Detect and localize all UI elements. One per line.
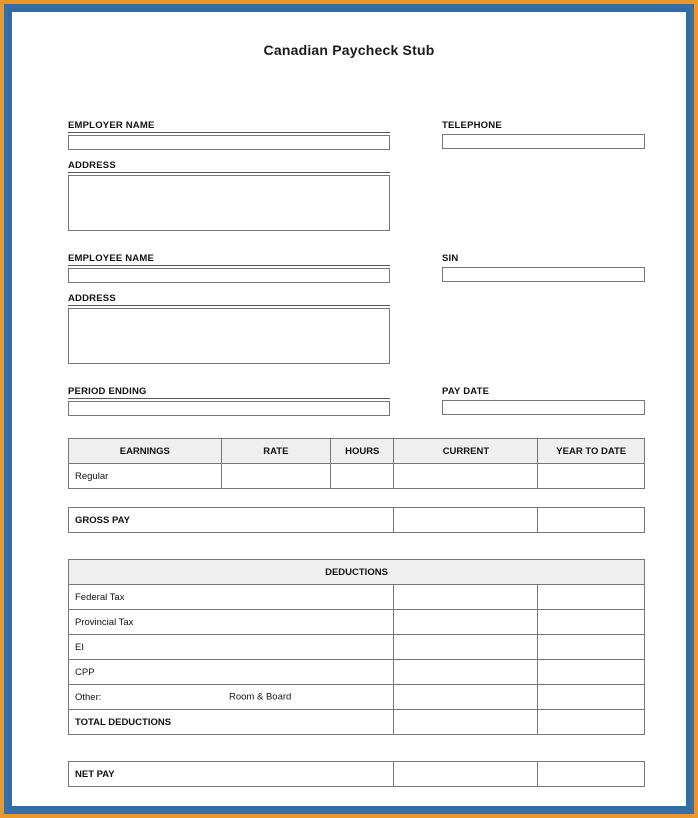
table-row [69,585,645,610]
earnings-row-rate[interactable] [221,464,330,489]
earnings-header-rate: RATE [221,439,330,464]
paycheck-stub-page [20,20,678,798]
earnings-header-row [69,439,645,464]
net-pay-current[interactable] [394,762,538,787]
deduction-label-cpp: CPP [69,660,394,685]
period-ending-group [68,386,390,416]
deduction-ytd-ei[interactable] [538,635,645,660]
deduction-ytd-total[interactable] [538,710,645,735]
deductions-header-label: DEDUCTIONS [69,560,645,585]
employee-name-group [68,253,390,283]
deduction-label-federal-tax: Federal Tax [69,585,394,610]
deduction-ytd-federal-tax[interactable] [538,585,645,610]
gross-pay-current[interactable] [394,508,538,533]
employee-address-group [68,293,390,364]
earnings-row-hours[interactable] [331,464,394,489]
deductions-table [68,559,645,735]
telephone-group [442,120,645,150]
employee-name-label: EMPLOYEE NAME [68,253,390,266]
sin-group [442,253,645,283]
column-gap [390,160,442,231]
earnings-row-current[interactable] [394,464,538,489]
gross-pay-label: GROSS PAY [69,508,394,533]
earnings-row-label-regular: Regular [69,464,222,489]
earnings-table [68,438,645,489]
earnings-header-earnings: EARNINGS [69,439,222,464]
gross-pay-ytd[interactable] [538,508,645,533]
table-row [69,464,645,489]
deduction-current-other[interactable] [394,685,538,710]
earnings-header-ytd: YEAR TO DATE [538,439,645,464]
form-content [68,120,645,787]
employer-name-group [68,120,390,150]
employee-name-input[interactable] [68,268,390,283]
telephone-label: TELEPHONE [442,120,502,131]
table-row [69,660,645,685]
gross-pay-table [68,507,645,533]
deduction-current-cpp[interactable] [394,660,538,685]
employer-address-spacer [442,160,645,231]
earnings-header-current: CURRENT [394,439,538,464]
employee-address-label: ADDRESS [68,293,390,306]
earnings-header-hours: HOURS [331,439,394,464]
column-gap [390,120,442,150]
employer-name-input[interactable] [68,135,390,150]
table-row [69,710,645,735]
deductions-header-row [69,560,645,585]
deduction-label-ei: EI [69,635,394,660]
deduction-ytd-cpp[interactable] [538,660,645,685]
employer-row [68,120,645,150]
period-ending-label: PERIOD ENDING [68,386,390,399]
table-row [69,762,645,787]
deduction-current-provincial-tax[interactable] [394,610,538,635]
employee-address-row [68,293,645,364]
employee-address-spacer [442,293,645,364]
period-ending-input[interactable] [68,401,390,416]
net-pay-label: NET PAY [69,762,394,787]
deduction-label-other [69,685,394,710]
deduction-current-federal-tax[interactable] [394,585,538,610]
net-pay-table [68,761,645,787]
document-inner-border [8,8,690,810]
table-row [69,685,645,710]
deduction-label-provincial-tax: Provincial Tax [69,610,394,635]
pay-date-group [442,386,645,416]
deduction-other-label-text: Other: [75,691,102,703]
pay-date-input[interactable] [442,400,645,415]
employer-address-label: ADDRESS [68,160,390,173]
sin-input[interactable] [442,267,645,282]
column-gap [390,293,442,364]
deduction-other-sub-label: Room & Board [229,691,292,703]
earnings-row-ytd[interactable] [538,464,645,489]
pay-date-label: PAY DATE [442,386,490,397]
deduction-label-total: TOTAL DEDUCTIONS [69,710,394,735]
table-row [69,635,645,660]
employer-address-group [68,160,390,231]
sin-label: SIN [442,253,459,264]
employer-address-input[interactable] [68,175,390,231]
net-pay-ytd[interactable] [538,762,645,787]
deduction-ytd-provincial-tax[interactable] [538,610,645,635]
period-row [68,386,645,416]
deduction-current-ei[interactable] [394,635,538,660]
column-gap [390,253,442,283]
telephone-input[interactable] [442,134,645,149]
table-row [69,508,645,533]
employee-row [68,253,645,283]
deduction-ytd-other[interactable] [538,685,645,710]
column-gap [390,386,442,416]
employer-address-row [68,160,645,231]
deduction-current-total[interactable] [394,710,538,735]
employee-address-input[interactable] [68,308,390,364]
employer-name-label: EMPLOYER NAME [68,120,390,133]
page-title: Canadian Paycheck Stub [263,42,435,58]
table-row [69,610,645,635]
